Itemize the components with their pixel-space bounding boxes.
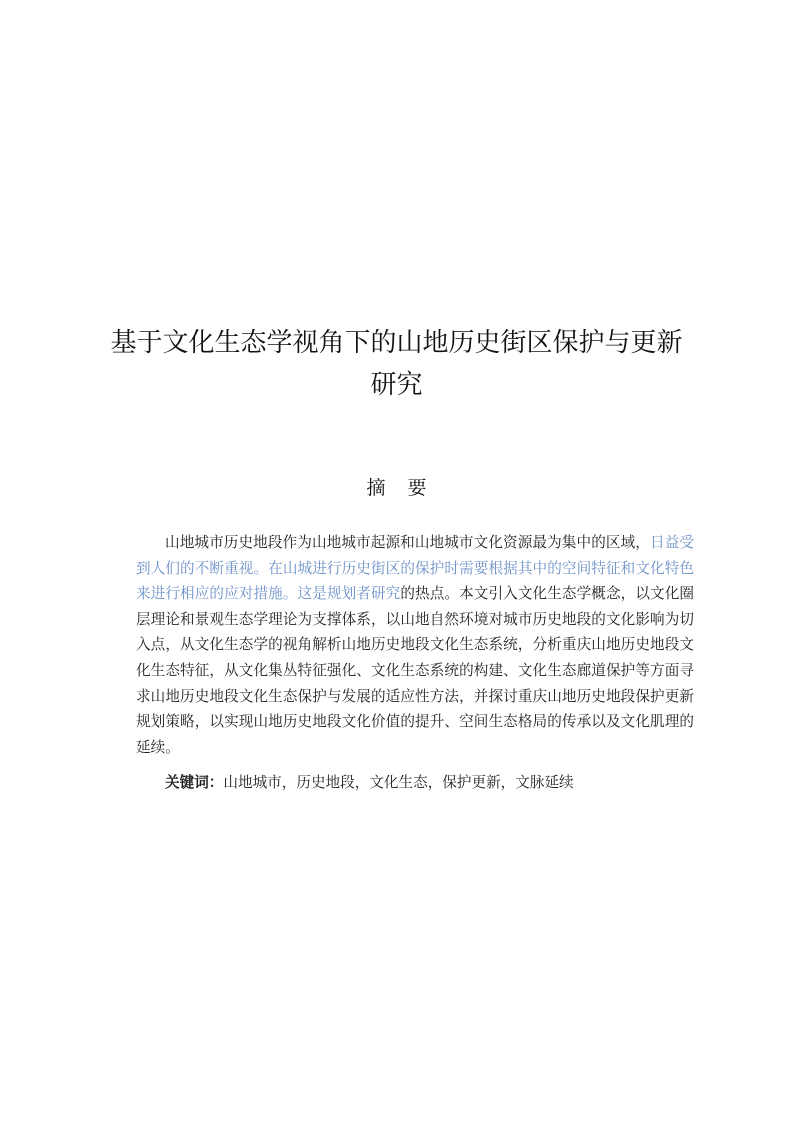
abstract-text-part1: 山地城市历史地段作为山地城市起源和山地城市文化资源最为集中的区域， (165, 534, 650, 551)
document-title: 基于文化生态学视角下的山地历史街区保护与更新研究 (110, 328, 683, 400)
abstract-heading: 摘要 (366, 477, 449, 499)
abstract-text-highlight: 日益受到人们的不断重视。在山城进行历史街区的保护时需要根据其中的空间特征和文化特色来进行相应的应对措施。这是规划者研究 (136, 534, 694, 603)
keywords-line (165, 770, 695, 796)
abstract-text-part3: 的热点。本文引入文化生态学概念，以文化圈层理论和景观生态学理论为支撑体系，以山地自然环境对城市历史地段的文化影响为切入点，从文化生态学的视角解析山地历史地段文化生态系统，分析重庆山地历史地段文化生态特征，从文化集丛特征强化、文化生态系统的构建、文化生态廊道保护等方面寻求山地历史地段文化生态保护与发展的适应性方法，并探讨重庆山地历史地段保护更新规划策略，以实现山地历史地段文化价值的提升、空间生态格局的传承以及文化肌理的延续。 (136, 585, 694, 756)
keywords-value: 山地城市，历史地段，文化生态，保护更新，文脉延续 (223, 774, 574, 791)
keywords-label: 关键词： (165, 774, 224, 791)
abstract-paragraph (136, 530, 694, 760)
